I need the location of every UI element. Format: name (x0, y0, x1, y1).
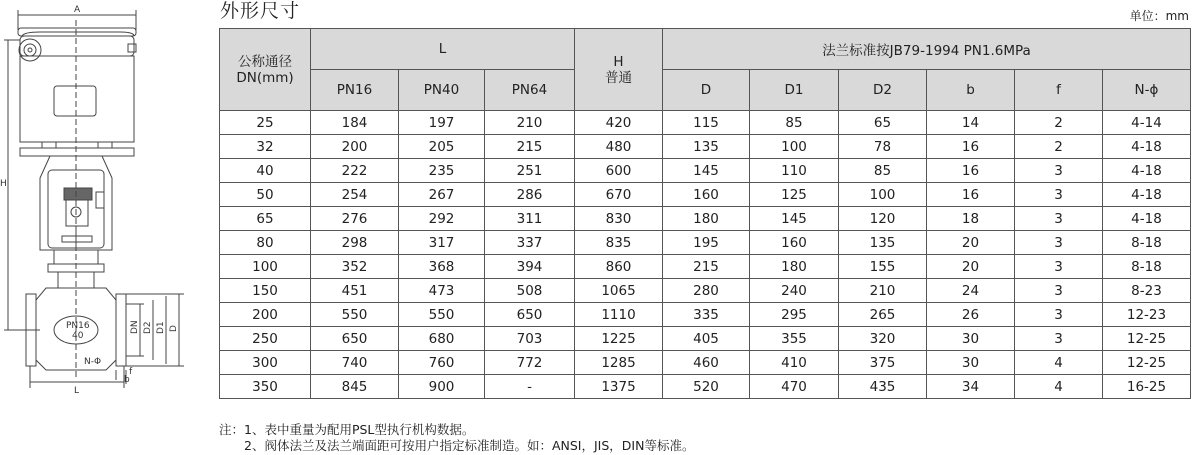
header-H-line1: H (613, 53, 624, 70)
table-cell: 125 (750, 183, 839, 207)
table-cell: 3 (1015, 207, 1103, 231)
table-row (220, 255, 1191, 279)
table-cell: 835 (575, 231, 663, 255)
table-cell: 460 (663, 351, 750, 375)
notes (219, 422, 694, 454)
table-cell: 3 (1015, 159, 1103, 183)
table-cell: 24 (927, 279, 1015, 303)
valve-drawing (0, 0, 200, 455)
table-cell: 4 (1015, 375, 1103, 399)
table-cell: 150 (220, 279, 311, 303)
label-D2: D2 (143, 321, 153, 334)
label-f: f (129, 367, 133, 377)
label-PN: PN16 (66, 321, 90, 331)
header-sub: PN16 (311, 70, 399, 111)
table-cell: 600 (575, 159, 663, 183)
table-cell: 480 (575, 135, 663, 159)
table-cell: 3 (1015, 231, 1103, 255)
table-cell: 200 (311, 135, 399, 159)
table-cell: 4-18 (1103, 135, 1191, 159)
table-cell: 473 (399, 279, 485, 303)
table-cell: 337 (485, 231, 575, 255)
table-cell: 235 (399, 159, 485, 183)
header-sub: N-ϕ (1103, 70, 1191, 111)
table-cell: 222 (311, 159, 399, 183)
table-cell: 145 (663, 159, 750, 183)
table-cell: 251 (485, 159, 575, 183)
table-cell: 300 (220, 351, 311, 375)
table-cell: 3 (1015, 327, 1103, 351)
table-cell: 900 (399, 375, 485, 399)
table-cell: 267 (399, 183, 485, 207)
table-cell: 4-18 (1103, 207, 1191, 231)
table-cell: 135 (663, 135, 750, 159)
table-cell: 550 (399, 303, 485, 327)
table-cell: 210 (485, 111, 575, 135)
table-cell: 12-23 (1103, 303, 1191, 327)
note-line: 2、阀体法兰及法兰端面距可按用户指定标准制造。如：ANSI，JIS，DIN等标准。 (219, 438, 695, 453)
table-cell: 34 (927, 375, 1015, 399)
table-cell: 280 (663, 279, 750, 303)
table-cell: 451 (311, 279, 399, 303)
table-cell: 20 (927, 255, 1015, 279)
page-title: 外形尺寸 (220, 0, 301, 22)
table-cell: 155 (839, 255, 927, 279)
table-cell: 8-23 (1103, 279, 1191, 303)
table-cell: 1285 (575, 351, 663, 375)
table-row (220, 327, 1191, 351)
table-cell: 520 (663, 375, 750, 399)
header-flange: 法兰标准按JB79-1994 PN1.6MPa (663, 29, 1191, 70)
table-cell: 2 (1015, 111, 1103, 135)
table-cell: 317 (399, 231, 485, 255)
table-cell: 1225 (575, 327, 663, 351)
table-body (220, 111, 1191, 399)
table-cell: 3 (1015, 255, 1103, 279)
label-A: A (74, 5, 81, 15)
table-cell: 8-18 (1103, 255, 1191, 279)
table-cell: 85 (750, 111, 839, 135)
table-cell: 650 (485, 303, 575, 327)
table-cell: 1065 (575, 279, 663, 303)
table-cell: - (485, 375, 575, 399)
label-N: N-Φ (84, 357, 102, 367)
table-cell: 703 (485, 327, 575, 351)
table-cell: 254 (311, 183, 399, 207)
table-cell: 1110 (575, 303, 663, 327)
table-cell: 14 (927, 111, 1015, 135)
table-cell: 197 (399, 111, 485, 135)
table-cell: 3 (1015, 183, 1103, 207)
table-cell: 180 (750, 255, 839, 279)
table-cell: 320 (839, 327, 927, 351)
table-cell: 160 (750, 231, 839, 255)
table-cell: 215 (485, 135, 575, 159)
table-cell: 830 (575, 207, 663, 231)
table-cell: 205 (399, 135, 485, 159)
table-cell: 550 (311, 303, 399, 327)
table-cell: 355 (750, 327, 839, 351)
table-row (220, 351, 1191, 375)
table-cell: 470 (750, 375, 839, 399)
table-cell: 292 (399, 207, 485, 231)
table-cell: 16-25 (1103, 375, 1191, 399)
table-cell: 405 (663, 327, 750, 351)
table-cell: 265 (839, 303, 927, 327)
table-cell: 30 (927, 351, 1015, 375)
label-D1: D1 (156, 321, 166, 334)
table-cell: 65 (220, 207, 311, 231)
table-cell: 32 (220, 135, 311, 159)
table-cell: 12-25 (1103, 327, 1191, 351)
table-cell: 26 (927, 303, 1015, 327)
table-cell: 3 (1015, 303, 1103, 327)
table-cell: 335 (663, 303, 750, 327)
table-cell: 4-14 (1103, 111, 1191, 135)
table-cell: 295 (750, 303, 839, 327)
table-cell: 240 (750, 279, 839, 303)
label-H: H (0, 179, 7, 189)
table-cell: 16 (927, 183, 1015, 207)
label-PN2: 40 (72, 331, 84, 341)
table-row (220, 207, 1191, 231)
table-cell: 4 (1015, 351, 1103, 375)
table-cell: 4-18 (1103, 183, 1191, 207)
header-sub: D1 (750, 70, 839, 111)
table-cell: 670 (575, 183, 663, 207)
table-cell: 276 (311, 207, 399, 231)
table-cell: 352 (311, 255, 399, 279)
header-sub: D2 (839, 70, 927, 111)
table-cell: 180 (663, 207, 750, 231)
table-row (220, 303, 1191, 327)
table-row (220, 183, 1191, 207)
table-cell: 100 (220, 255, 311, 279)
table-cell: 845 (311, 375, 399, 399)
header-L: L (311, 29, 575, 70)
header-sub: PN64 (485, 70, 575, 111)
table-cell: 420 (575, 111, 663, 135)
table-cell: 115 (663, 111, 750, 135)
table-row (220, 231, 1191, 255)
table-cell: 2 (1015, 135, 1103, 159)
table-cell: 350 (220, 375, 311, 399)
header-sub: b (927, 70, 1015, 111)
table-cell: 650 (311, 327, 399, 351)
table-cell: 100 (839, 183, 927, 207)
header-sub: PN40 (399, 70, 485, 111)
table-row (220, 111, 1191, 135)
table-cell: 16 (927, 159, 1015, 183)
table-cell: 286 (485, 183, 575, 207)
table-cell: 30 (927, 327, 1015, 351)
table-row (220, 135, 1191, 159)
table-cell: 85 (839, 159, 927, 183)
header-nominal (220, 29, 311, 111)
table-cell: 210 (839, 279, 927, 303)
header-nominal-line2: DN(mm) (236, 69, 294, 86)
table-cell: 311 (485, 207, 575, 231)
table-cell: 40 (220, 159, 311, 183)
table-cell: 12-25 (1103, 351, 1191, 375)
table-cell: 195 (663, 231, 750, 255)
label-D: D (169, 325, 179, 332)
table-cell: 4-18 (1103, 159, 1191, 183)
table-cell: 740 (311, 351, 399, 375)
table-cell: 200 (220, 303, 311, 327)
table-cell: 135 (839, 231, 927, 255)
table-cell: 368 (399, 255, 485, 279)
note-line: 注：1、表中重量为配用PSL型执行机构数据。 (219, 422, 475, 437)
table-cell: 20 (927, 231, 1015, 255)
table-row (220, 279, 1191, 303)
label-L: L (74, 386, 80, 396)
header-nominal-line1: 公称通径 (238, 53, 292, 70)
label-b: b (124, 375, 130, 385)
table-cell: 110 (750, 159, 839, 183)
table-cell: 120 (839, 207, 927, 231)
header-sub: f (1015, 70, 1103, 111)
table-row (220, 375, 1191, 399)
table-cell: 78 (839, 135, 927, 159)
header-H-line2: 普通 (605, 69, 632, 86)
table-cell: 184 (311, 111, 399, 135)
table-cell: 860 (575, 255, 663, 279)
table-cell: 772 (485, 351, 575, 375)
table-cell: 680 (399, 327, 485, 351)
unit-label: 单位：mm (1129, 9, 1189, 23)
label-DN: DN (130, 320, 140, 334)
table-cell: 100 (750, 135, 839, 159)
table-cell: 394 (485, 255, 575, 279)
table-cell: 8-18 (1103, 231, 1191, 255)
table-cell: 16 (927, 135, 1015, 159)
header-sub: D (663, 70, 750, 111)
table-cell: 410 (750, 351, 839, 375)
table-cell: 375 (839, 351, 927, 375)
table-cell: 160 (663, 183, 750, 207)
table-cell: 80 (220, 231, 311, 255)
table-cell: 25 (220, 111, 311, 135)
table-cell: 508 (485, 279, 575, 303)
table-cell: 65 (839, 111, 927, 135)
header-H (575, 29, 663, 111)
table-cell: 50 (220, 183, 311, 207)
table-cell: 298 (311, 231, 399, 255)
table-cell: 1375 (575, 375, 663, 399)
table-cell: 145 (750, 207, 839, 231)
dimension-table (219, 28, 1191, 399)
table-cell: 250 (220, 327, 311, 351)
table-cell: 760 (399, 351, 485, 375)
table-cell: 215 (663, 255, 750, 279)
table-cell: 435 (839, 375, 927, 399)
table-cell: 3 (1015, 279, 1103, 303)
table-cell: 18 (927, 207, 1015, 231)
table-row (220, 159, 1191, 183)
